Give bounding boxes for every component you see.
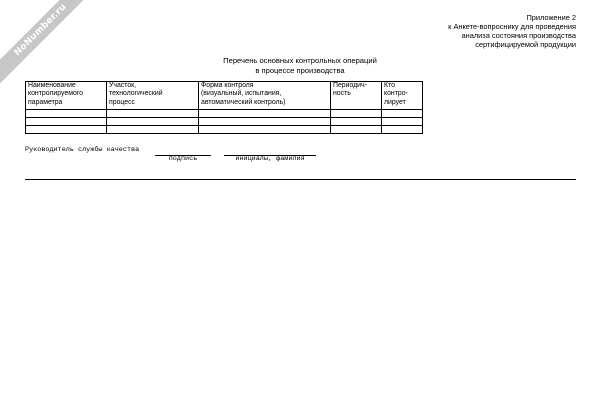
control-operations-table — [25, 81, 423, 134]
table-cell[interactable] — [382, 118, 423, 126]
appendix-line: сертифицируемой продукции — [475, 40, 576, 49]
table-cell[interactable] — [26, 118, 107, 126]
name-caption: инициалы, фамилия — [235, 155, 305, 163]
appendix-line: к Анкете-вопроснику для проведения — [448, 22, 576, 31]
table-cell[interactable] — [26, 110, 107, 118]
table-cell[interactable] — [382, 126, 423, 134]
header-control-form: Форма контроля (визуальный, испытания, автоматический контроль) — [199, 82, 331, 110]
document-title — [140, 56, 460, 75]
table-cell[interactable] — [107, 110, 199, 118]
appendix-line: Приложение 2 — [526, 13, 576, 22]
horizontal-divider — [25, 179, 576, 180]
appendix-line: анализа состояния производства — [461, 31, 576, 40]
title-line-2: в процессе производства — [255, 65, 345, 75]
title-line-1: Перечень основных контрольных операций — [223, 56, 377, 65]
table-header-row — [26, 82, 423, 110]
header-parameter-name: Наименование контролируемого параметра — [26, 82, 107, 110]
table-cell[interactable] — [107, 118, 199, 126]
table-cell[interactable] — [199, 126, 331, 134]
table-row — [26, 126, 423, 134]
header-periodicity: Периодич- ность — [331, 82, 382, 110]
table-cell[interactable] — [331, 110, 382, 118]
header-process-section: Участок, технологический процесс — [107, 82, 199, 110]
table-cell[interactable] — [331, 126, 382, 134]
table-row — [26, 110, 423, 118]
table-cell[interactable] — [199, 118, 331, 126]
table-row — [26, 118, 423, 126]
signature-caption: подпись — [168, 155, 198, 163]
table-cell[interactable] — [199, 110, 331, 118]
table-cell[interactable] — [26, 126, 107, 134]
appendix-note — [316, 13, 576, 49]
signature-label: Руководитель службы качества — [25, 146, 140, 154]
table-cell[interactable] — [331, 118, 382, 126]
table-cell[interactable] — [107, 126, 199, 134]
header-controller: Кто контро- лирует — [382, 82, 423, 110]
table-cell[interactable] — [382, 110, 423, 118]
watermark-ribbon: NoNumber.ru — [0, 0, 100, 90]
